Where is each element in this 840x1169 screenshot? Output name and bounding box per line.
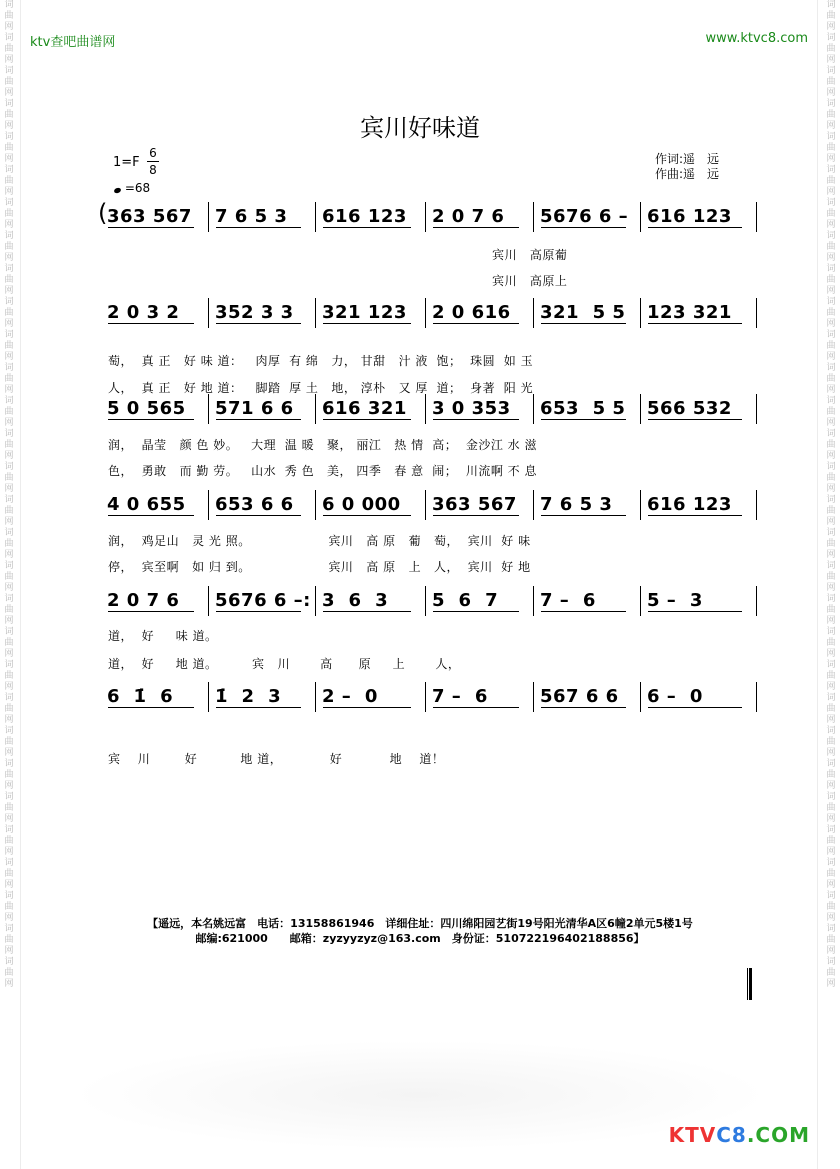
beam-underline [323,323,411,324]
beam-underline [433,611,519,612]
song-title: 宾川好味道 [360,114,480,142]
watermark-ktv: KTV [668,1123,717,1147]
key-signature: 1=F [113,155,140,170]
beam-underline [433,323,519,324]
measure: 616 123 [322,205,407,227]
barline [425,490,426,520]
barline [756,490,757,520]
beam-underline [216,707,301,708]
measure: 363 567 [432,493,517,515]
beam-underline [108,227,194,228]
measure: 7 6 5 3 [540,493,613,515]
measure: 7 – 6 [432,685,488,707]
barline [208,490,209,520]
barline [640,490,641,520]
site-name[interactable]: ktv查吧曲谱网 [30,35,116,50]
beam-underline [323,515,411,516]
barline [208,586,209,616]
lyric-line: 停， 宾至啊 如 归 到。 宾川 高 原 上 人， 宾川 好 地 [108,560,531,574]
paper-shadow [70,1040,770,1150]
measure: 5676 6 –: [215,589,311,611]
lyric-line: 宾 川 好 地 道， 好 地 道！ [108,752,445,766]
beam-underline [108,419,194,420]
measure: 5 0 565 [107,397,186,419]
measure: 6 0 000 [322,493,401,515]
beam-underline [108,707,194,708]
barline [208,202,209,232]
beam-underline [648,227,742,228]
lyric-line: 色， 勇敢 而 勤 劳。 山水 秀 色 美， 四季 春 意 闹； 川流啊 不 息 [108,464,537,478]
meter-bottom: 8 [149,163,157,177]
barline [208,394,209,424]
beam-underline [323,707,411,708]
barline [533,586,534,616]
repeat-paren: ( [98,199,108,227]
beam-underline [216,323,301,324]
measure: 616 321 [322,397,407,419]
measure: 2 0 3 2 [107,301,180,323]
measure: 2 – 0 [322,685,378,707]
measure: 363 567 [107,205,192,227]
measure: 123 321 [647,301,732,323]
measure: 567 6 6 [540,685,619,707]
measure: 616 123 [647,493,732,515]
measure: 321 5 5 [540,301,626,323]
beam-underline [216,611,301,612]
beam-underline [541,323,626,324]
barline [756,394,757,424]
contact-line-1: 【遥远，本名姚远富 电话：13158861946 详细住址：四川绵阳园艺街19号阳光清华A区6幢2单元5楼1号 [147,917,693,930]
beam-underline [108,515,194,516]
site-watermark-logo [669,1123,810,1147]
composer: 作曲:遥 远 [655,167,720,181]
barline [533,202,534,232]
measure: 5676 6 – [540,205,629,227]
measure: 352 3 3 [215,301,294,323]
beam-underline [323,227,411,228]
meter-top: 6 [149,146,157,160]
lyric-line: 宾川 高原葡 [108,248,568,262]
measure: 7 – 6 [540,589,596,611]
measure: 6 – 0 [647,685,703,707]
tempo-value: =68 [124,181,151,195]
staff-4 [100,484,756,524]
beam-underline [433,515,519,516]
barline [208,298,209,328]
barline [756,586,757,616]
beam-underline [108,323,194,324]
beam-underline [541,515,626,516]
lyric-line: 润， 鸡足山 灵 光 照。 宾川 高 原 葡 萄， 宾川 好 味 [108,534,531,548]
beam-underline [648,611,742,612]
credits [655,152,719,182]
barline [315,682,316,712]
beam-underline [541,707,626,708]
beam-underline [323,419,411,420]
barline [315,394,316,424]
lyric-line: 宾川 高原上 [108,274,568,288]
watermark-c8: C8 [716,1123,747,1147]
barline [315,490,316,520]
measure: 5 6 7 [432,589,499,611]
barline [640,202,641,232]
measure: 3 0 353 [432,397,511,419]
barline [756,202,757,232]
barline [425,202,426,232]
lyric-line: 萄， 真 正 好 味 道： 肉厚 有 绵 力， 甘甜 汁 液 饱； 珠圆 如 玉 [108,354,534,368]
staff-5 [100,580,756,620]
beam-underline [433,419,519,420]
measure: 2 0 7 6 [432,205,505,227]
barline [756,682,757,712]
staff-6 [100,676,756,716]
barline [533,298,534,328]
barline [315,202,316,232]
measure: 3 6 3 [322,589,389,611]
measure: 4 0 655 [107,493,186,515]
beam-underline [648,707,742,708]
beam-underline [323,611,411,612]
contact-line-2: 邮编:621000 邮箱：zyzyyzyz@163.com 身份证：510722196402188856】 [195,932,645,945]
lyricist: 作词:遥 远 [655,152,720,166]
measure: 321 123 [322,301,407,323]
barline [425,394,426,424]
barline [640,298,641,328]
beam-underline [648,323,742,324]
lyric-line: 人， 真 正 好 地 道： 脚踏 厚 土 地， 淳朴 又 厚 道； 身著 阳 光 [108,381,534,395]
barline [533,490,534,520]
barline [756,298,757,328]
beam-underline [648,419,742,420]
barline [425,586,426,616]
time-signature [147,146,159,177]
site-url[interactable]: www.ktvc8.com [705,31,808,46]
measure: 571 6 6 [215,397,294,419]
measure: 6 1̇ 6 [107,685,174,707]
quarter-note-icon [113,187,121,194]
meter-line [147,161,159,162]
measure: 2 0 616 [432,301,511,323]
barline [425,682,426,712]
beam-underline [216,227,301,228]
tempo-mark [114,181,150,195]
measure: 1̇ 2 3 [215,685,282,707]
measure: 566 532 [647,397,732,419]
measure: 653 6 6 [215,493,294,515]
beam-underline [433,707,519,708]
beam-underline [541,419,626,420]
measure: 653 5 5 [540,397,626,419]
measure: 5 – 3 [647,589,703,611]
beam-underline [216,515,301,516]
barline [640,682,641,712]
barline [208,682,209,712]
beam-underline [648,515,742,516]
measure: 616 123 [647,205,732,227]
barline [533,394,534,424]
measure: 2 0 7 6 [107,589,180,611]
barline [425,298,426,328]
beam-underline [541,611,626,612]
barline [315,298,316,328]
side-watermark-right: 词曲网词曲网词曲网词曲网词曲网词曲网词曲网词曲网词曲网词曲网词曲网词曲网词曲网词曲网词曲网词曲网词曲网词曲网词曲网词曲网词曲网词曲网词曲网词曲网词曲网词曲网词曲网词曲网词曲网词曲网 [826,0,836,989]
beam-underline [433,227,519,228]
side-watermark-left: 词曲网词曲网词曲网词曲网词曲网词曲网词曲网词曲网词曲网词曲网词曲网词曲网词曲网词曲网词曲网词曲网词曲网词曲网词曲网词曲网词曲网词曲网词曲网词曲网词曲网词曲网词曲网词曲网词曲网词曲网 [4,0,14,989]
final-barline [747,968,752,1000]
watermark-com: .COM [746,1123,810,1147]
beam-underline [108,611,194,612]
beam-underline [216,419,301,420]
author-contact [0,916,840,946]
staff-1 [100,196,756,236]
lyric-line: 道， 好 味 道。 [108,629,218,643]
barline [640,586,641,616]
barline [640,394,641,424]
staff-2 [100,292,756,332]
lyric-line: 道， 好 地 道。 宾 川 高 原 上 人， [108,657,461,671]
beam-underline [541,227,626,228]
barline [533,682,534,712]
measure: 7 6 5 3 [215,205,288,227]
lyric-line: 润， 晶莹 颜 色 妙。 大理 温 暖 聚， 丽江 热 情 高； 金沙江 水 滋 [108,438,537,452]
barline [315,586,316,616]
